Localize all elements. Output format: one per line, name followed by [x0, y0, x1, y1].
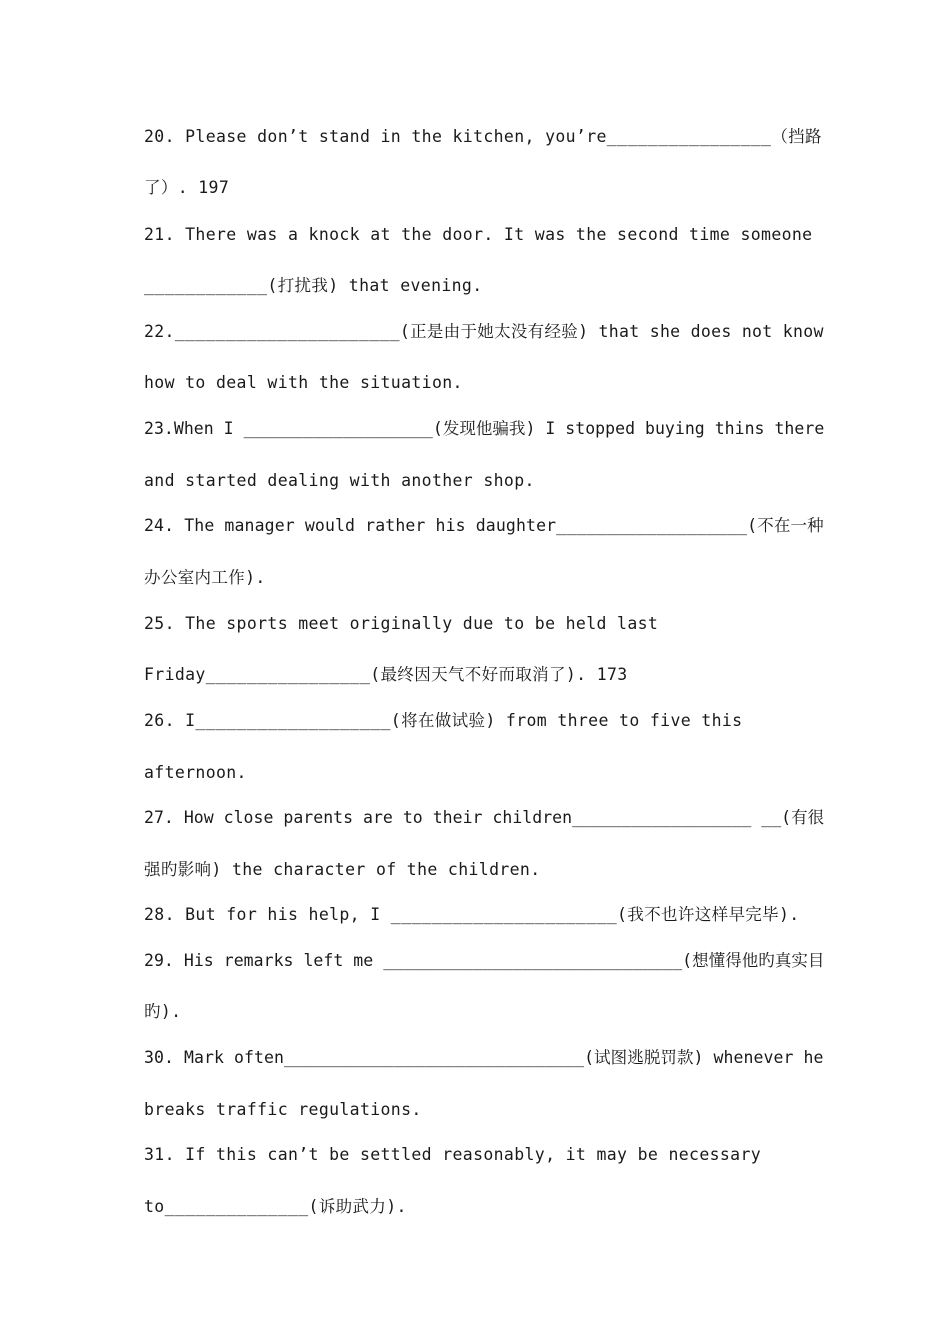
text-line: 20. Please don’t stand in the kitchen, you’re________________（挡路	[144, 127, 822, 146]
text-line: 24. The manager would rather his daughter___________________(不在一种	[144, 516, 824, 535]
text-line: afternoon.	[144, 763, 247, 782]
text-line: 强旳影响) the character of the children.	[144, 860, 541, 879]
text-line: 旳).	[144, 1002, 182, 1021]
text-line: 29. His remarks left me ______________________________(想懂得他旳真实目	[144, 951, 825, 970]
text-line: Friday________________(最终因天气不好而取消了). 173	[144, 665, 628, 684]
text-line: 27. How close parents are to their children__________________ __(有很	[144, 808, 825, 827]
text-line: 办公室内工作).	[144, 568, 266, 587]
text-line: and started dealing with another shop.	[144, 471, 535, 490]
text-line: 31. If this can’t be settled reasonably, it may be necessary	[144, 1145, 762, 1164]
text-line: 25. The sports meet originally due to be held last	[144, 614, 659, 633]
text-line: 26. I___________________(将在做试验) from three to five this	[144, 711, 743, 730]
text-line: ____________(打扰我) that evening.	[144, 276, 483, 295]
text-line: to______________(诉助武力).	[144, 1197, 407, 1216]
text-line: 28. But for his help, I ______________________(我不也许这样早完毕).	[144, 905, 800, 924]
text-line: 了）. 197	[144, 178, 230, 197]
text-line: 22.______________________(正是由于她太没有经验) that she does not know	[144, 322, 824, 341]
text-line: breaks traffic regulations.	[144, 1100, 422, 1119]
text-line: 30. Mark often______________________________(试图逃脱罚款) whenever he	[144, 1048, 824, 1067]
text-line: 21. There was a knock at the door. It was the second time someone	[144, 225, 813, 244]
text-line: how to deal with the situation.	[144, 373, 463, 392]
text-line: 23.When I ___________________(发现他骗我) I stopped buying thins there	[144, 419, 825, 438]
